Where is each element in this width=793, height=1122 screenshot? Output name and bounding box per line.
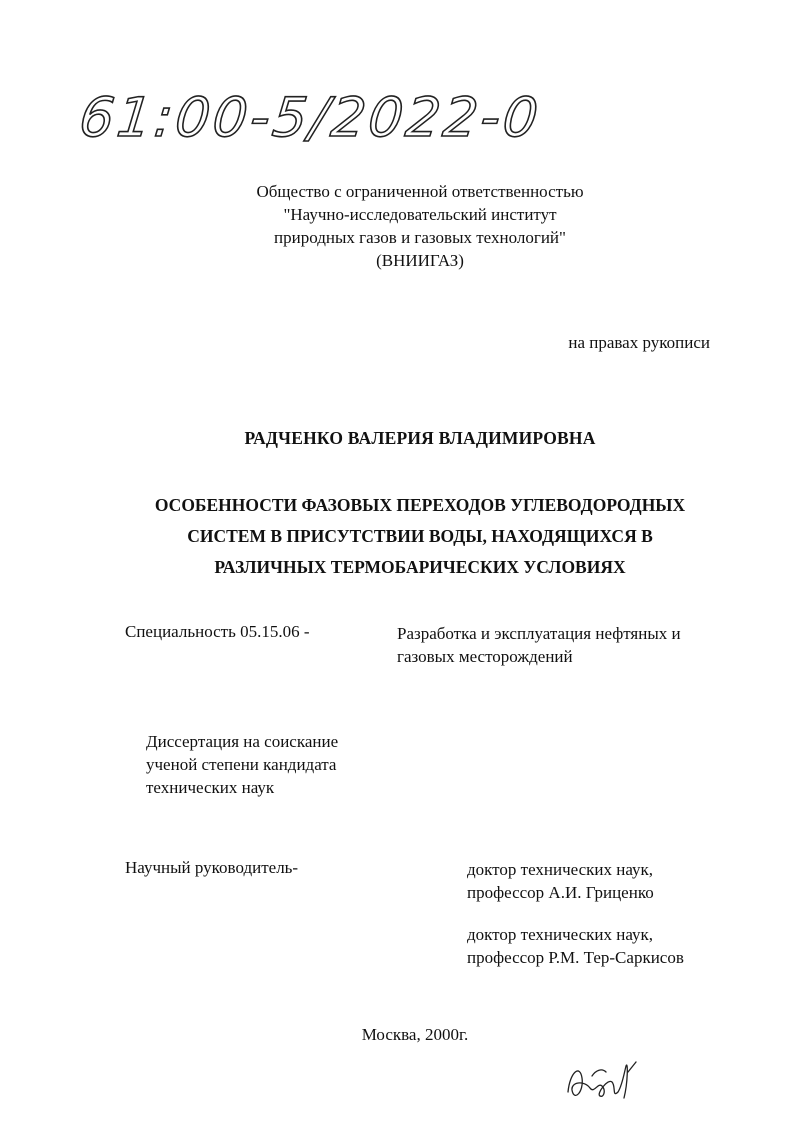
organization-line-4: (ВНИИГАЗ)	[376, 251, 464, 270]
author-name: РАДЧЕНКО ВАЛЕРИЯ ВЛАДИМИРОВНА	[244, 428, 596, 448]
handwritten-signature	[562, 1052, 642, 1112]
handwritten-archive-code	[76, 78, 544, 158]
supervisor-2-degree: доктор технических наук,	[467, 925, 654, 944]
dissertation-line-2: ученой степени кандидата	[146, 755, 337, 774]
title-line-1: ОСОБЕННОСТИ ФАЗОВЫХ ПЕРЕХОДОВ УГЛЕВОДОРОДНЫХ	[154, 495, 686, 515]
rights-note: на правах рукописи	[568, 333, 710, 352]
specialty-value	[397, 622, 727, 668]
supervisor-1-name: профессор А.И. Гриценко	[467, 883, 654, 902]
title-line-2: СИСТЕМ В ПРИСУТСТВИИ ВОДЫ, НАХОДЯЩИХСЯ В	[187, 526, 653, 546]
supervisor-label: Научный руководитель-	[125, 858, 299, 877]
supervisor-2	[467, 923, 737, 969]
city-year: Москва, 2000г.	[361, 1025, 469, 1044]
dissertation-type	[146, 730, 386, 799]
dissertation-line-3: технических наук	[146, 778, 275, 797]
organization-line-1: Общество с ограниченной ответственностью	[256, 182, 584, 201]
specialty-value-line-1: Разработка и эксплуатация нефтяных и	[397, 624, 681, 643]
supervisor-1	[467, 858, 737, 904]
organization-line-2: "Научно-исследовательский институт	[283, 205, 557, 224]
organization-block	[150, 180, 690, 272]
handwritten-code-drawing	[76, 78, 544, 158]
supervisor-1-degree: доктор технических наук,	[467, 860, 654, 879]
handwritten-code-text: 61:00-5/2022-0	[76, 86, 544, 149]
organization-line-3: природных газов и газовых технологий"	[274, 228, 566, 247]
specialty-label: Специальность 05.15.06 -	[125, 622, 310, 641]
supervisor-2-name: профессор Р.М. Тер-Саркисов	[467, 948, 684, 967]
specialty-value-line-2: газовых месторождений	[397, 647, 573, 666]
title-line-3: РАЗЛИЧНЫХ ТЕРМОБАРИЧЕСКИХ УСЛОВИЯХ	[214, 557, 626, 577]
dissertation-line-1: Диссертация на соискание	[146, 732, 339, 751]
dissertation-title	[100, 490, 740, 583]
signature-drawing	[562, 1052, 642, 1112]
